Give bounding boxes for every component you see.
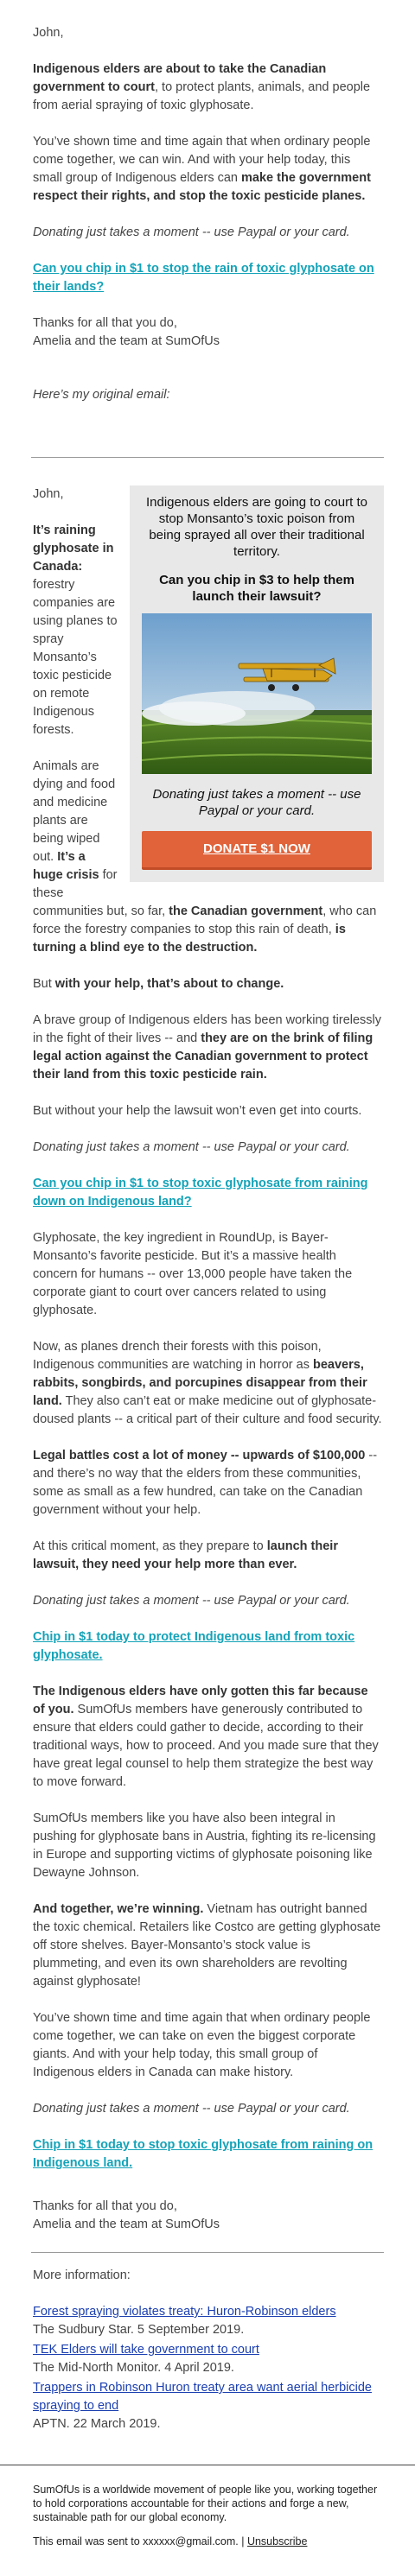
intro-paragraph-1: Indigenous elders are about to take the Canadian government to court, to protect plants, animals, and people from aerial spraying of toxic glyphosate. (33, 62, 371, 112)
signature: Thanks for all that you do, Amelia and the team at SumOfUs (33, 316, 220, 348)
source-link[interactable]: Forest spraying violates treaty: Huron-Robinson elders (33, 2305, 336, 2319)
donate-note: Donating just takes a moment -- use Paypal or your card. (33, 2102, 350, 2116)
source-meta: The Mid-North Monitor. 4 April 2019. (33, 2361, 234, 2375)
source-link[interactable]: Trappers in Robinson Huron treaty area want aerial herbicide spraying to end (33, 2381, 372, 2413)
original-email-label: Here’s my original email: (33, 388, 170, 402)
original-paragraph-2: Animals are dying and food and medicine plants are being wiped out. It’s a huge crisis for these communities but, so far, the Canadian government, who can force the forestry companies to stop this rain of death, is turning a blind eye to the destruction. (33, 759, 377, 955)
original-paragraph-1: It’s raining glyphosate in Canada: forestry companies are using planes to spray Monsanto’s toxic pesticide on remote Indigenous forests. (33, 523, 118, 737)
original-greeting: John, (33, 487, 64, 501)
original-paragraph-12: And together, we’re winning. Vietnam has outright banned the toxic chemical. Retailers like Costco are getting glyphosate off store shelves. Bayer-Monsanto’s stock value is plummeting, and even its own shareholders are revolting against glyphosate! (33, 1902, 381, 1989)
crop-duster-plane-photo (142, 613, 372, 774)
original-paragraph-6: Glyphosate, the key ingredient in RoundUp, is Bayer-Monsanto’s favorite pesticide. But it’s a massive health concern for humans -- over 13,000 people have taken the corporate giant to court over cancers related to using glyphosate. (33, 1231, 353, 1317)
sources-list (33, 2303, 382, 2433)
donate-note: Donating just takes a moment -- use Paypal or your card. (33, 1140, 350, 1154)
original-signature: Thanks for all that you do, Amelia and the team at SumOfUs (33, 2199, 220, 2231)
donate-link[interactable]: Chip in $1 today to protect Indigenous land from toxic glyphosate. (33, 1630, 355, 1662)
original-paragraph-8: Legal battles cost a lot of money -- upwards of $100,000 -- and there’s no way that the elders from these communities, some as small as a few hundred, can take on the Canadian government without your help. (33, 1449, 378, 1517)
more-info-label: More information: (33, 2268, 131, 2282)
original-paragraph-5: But without your help the lawsuit won’t even get into courts. (33, 1104, 362, 1118)
donate-link[interactable]: Chip in $1 today to stop toxic glyphosate from raining on Indigenous land. (33, 2138, 374, 2170)
original-paragraph-7: Now, as planes drench their forests with this poison, Indigenous communities are watching in horror as beavers, rabbits, songbirds, and porcupines disappear from their land. They also can’t eat or make medicine out of glyphosate-doused plants -- a critical part of their culture and food security. (33, 1340, 382, 1426)
intro-paragraph-2: You’ve shown time and time again that when ordinary people come together, we can win. And with your help today, this small group of Indigenous elders can make the government respect their rights, and stop the toxic pesticide planes. (33, 135, 371, 203)
sidebar-headline: Indigenous elders are going to court to stop Monsanto’s toxic poison from being sprayed all over their traditional territory. (145, 495, 367, 559)
original-paragraph-11: SumOfUs members like you have also been integral in pushing for glyphosate bans in Austria, fighting its re-licensing in Europe and supporting victims of glyphosate poisoning like Dewayne Johnson. (33, 1811, 376, 1880)
original-paragraph-3: But with your help, that’s about to change. (33, 977, 284, 991)
original-paragraph-13: You’ve shown time and time again that when ordinary people come together, we can take on even the biggest corporate giants. And with your help today, this small group of Indigenous elders in Canada can make history. (33, 2011, 371, 2079)
donate-link[interactable]: Can you chip in $1 to stop the rain of toxic glyphosate on their lands? (33, 262, 374, 294)
donation-sidebar (130, 485, 384, 882)
sidebar-ask: Can you chip in $3 to help them launch their lawsuit? (159, 573, 354, 604)
footer-sent-to: This email was sent to xxxxxx@gmail.com. | Unsubscribe (33, 2535, 308, 2547)
source-link[interactable]: TEK Elders will take government to court (33, 2343, 259, 2357)
donate-link[interactable]: Can you chip in $1 to stop toxic glyphosate from raining down on Indigenous land? (33, 1177, 368, 1209)
original-paragraph-9: At this critical moment, as they prepare to launch their lawsuit, they need your help more than ever. (33, 1539, 338, 1571)
donate-note: Donating just takes a moment -- use Paypal or your card. (33, 1594, 350, 1608)
donate-button[interactable]: DONATE $1 NOW (142, 831, 372, 870)
source-item (33, 2303, 382, 2339)
source-item (33, 2379, 382, 2433)
source-meta: The Sudbury Star. 5 September 2019. (33, 2323, 245, 2337)
unsubscribe-link[interactable]: Unsubscribe (246, 2535, 308, 2547)
original-paragraph-10: The Indigenous elders have only gotten this far because of you. SumOfUs members have generously contributed to ensure that elders could gather to decide, according to their traditional ways, how to proceed. And you made sure that they have great legal counsel to help them strategize the best way to move forward. (33, 1685, 379, 1789)
greeting: John, (33, 26, 64, 40)
original-paragraph-4: A brave group of Indigenous elders has been working tirelessly in the fight of their lives -- and they are on the brink of filing legal action against the Canadian government to protect their land from this toxic pesticide rain. (33, 1013, 382, 1082)
donate-note: Donating just takes a moment -- use Paypal or your card. (33, 225, 350, 239)
sidebar-caption: Donating just takes a moment -- use Paypal or your card. (152, 787, 361, 818)
email-footer (0, 2465, 415, 2576)
source-item (33, 2341, 382, 2377)
footer-about: SumOfUs is a worldwide movement of people like you, working together to hold corporations accountable for their actions and forge a new, sustainable path for our global economy. (33, 2484, 378, 2523)
source-meta: APTN. 22 March 2019. (33, 2417, 161, 2431)
